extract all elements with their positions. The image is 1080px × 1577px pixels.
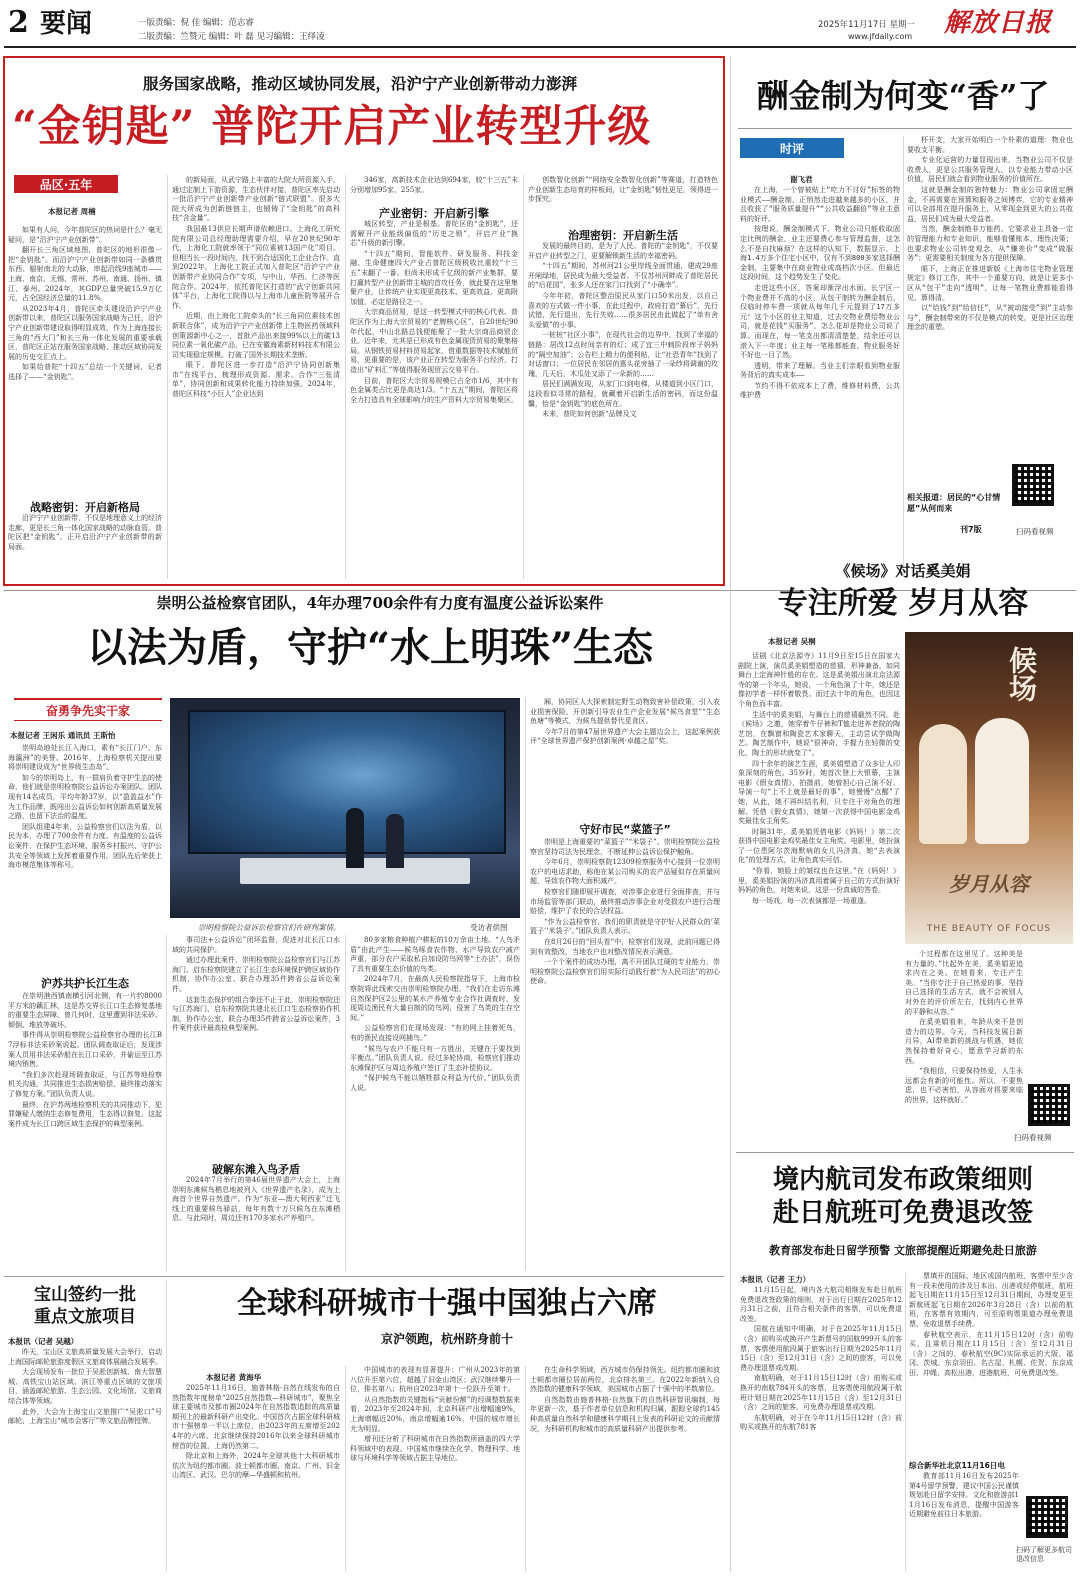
paragraph: 增刊还分析了科研城市在自然指数所涵盖的四大学科领域中的表现。中国城市继续在化学、物理科学、地球与环境科学等领域占据主导地位。 [350,1435,520,1463]
aviation-byline: 本报讯（记者 王力） [740,1275,811,1284]
paragraph: 走进这些小区，答案却渐浮出水面。长宁区一个物业费并不高的小区，从包干制转为酬金制后，仅临时停车费一项就从每年几千元提到了17万多元！这个小区的业主知道，过去交物业费给物业公司，就是花钱“买服务”，怎么花却是物业公司说了算。而现在，每一笔支出都清清楚楚，结余还可以滚入下一年度；业主每一笔账都能查，物业服务好不好也一目了然。 [740,283,900,360]
paragraph: 的新局面，从武宁路上丰富的大院大所资源入手，通过定制上下游资源，生态伙伴对接，普陀区率先启动一批沿沪宁产业创新带产业创新“链式联盟”。很多大院大所成为创新链链主，也锻铸了“金钥匙”的高科技“含金量”。 [172,176,340,223]
procuratorate-byline: 本报记者 王闲乐 通讯员 王斯怡 [10,731,116,740]
paragraph: “我相信，只要保持热爱，人生永远都会有新的可能性。所以，不要焦虑，也不必害怕，从容面对将要来临的世界，这样就好。” [905,1067,1023,1104]
page-header [0,0,1080,48]
paragraph: 2025年11月16日，施普林格·自然在线发布的自然指数年度榜单“2025自然指数—科研城市”，聚焦全球主要城市及都市圈2024年在自然指数追踪的高质量期刊上的最新科研产出变化。中国首次占据全球科研城市十强榜单一半以上席位，由2023年的五席增至2024年的六席。北京继续保持2016年以来全球科研城市榜首的位置，上海仍然第二。 [172,1384,340,1450]
paragraph: 中国城市的表现有显著提升：广州从2023年的第八位升至第六位，超越了旧金山湾区；武汉继续攀升一位，排名第八；杭州自2023年第十一位跃升至第十。 [350,1366,520,1394]
paragraph: 除北京和上海外，2024年全球其他十大科研城市依次为纽约都市圈、波士顿都市圈、南京、广州、旧金山湾区、武汉、巴尔的摩—华盛顿和杭州。 [172,1452,340,1480]
procuratorate-photo-credit: 受访者供图 [470,923,508,932]
lead-column-3b [350,220,518,580]
interview-photo [905,632,1073,944]
paragraph: 在崇明港西镇南横引河北侧，有一片约8000平方米的藕汇林，这是苏交界长江口生态修复基地的重要生态屏障。曾几何时，这里遭到非法采砂、倾倒、堆放等破坏。 [8,992,162,1029]
lead-column-3 [350,176,518,204]
paragraph: “你看，她脸上的皱纹也在这里。”在《妈妈！》里，奚美娟扮演的冯济真用着属于自己的方式扮演好妈妈的角色，对她来说，这是一份真诚的答卷。 [738,867,900,895]
paragraph: 我国最13供应长期声谱依赖进口。上海化工研究院有限公司总经理助理需要介绍，早在20世纪90年代，上海化工院就率领于“同位素被13国产化”项目。但相当长一段时间内，找不到合适国化工企业合作。直到2022年，上海化工院正式加入普陀区“沿沪宁产业创新带产业协同合作”专项，与中山、华西、仁济等医院合作。2024年，依托普陀区打造的“武宁创新共同体”平台，上海化工院得以与上海市儿童医院等展开合作。 [172,224,340,310]
editorial-column-1 [740,186,900,576]
paragraph: 在上海，一个曾被贴上“吃力不讨好”标签的物业模式——酬金制，正悄然走进越来越多的小区，并且收获了“服务质量提升”“公共收益翻倍”等业主意料的好评。 [740,186,900,223]
interview-photo-person-1 [919,724,967,844]
paragraph: 在生命科学领域，西方城市仍保持领先。纽约都市圈和波士顿都市圈位居前两位，北京排名第三。在2022年新纳入自然指数的健康科学领域，美国城市占据了十强中的半数席位。 [530,1366,720,1394]
ranking-column-3 [530,1366,720,1572]
ranking-column-2 [350,1366,520,1572]
baoshan-headline [8,1284,162,1328]
header-rule [4,46,1076,48]
paragraph: “作为公益检察官，我们的职责就是守护好人民群众的‘菜篮子’‘米袋子’。”团队负责人表示。 [530,917,720,936]
paragraph: 如果给普陀“十四五”总结一个关键词，记者选择了——“金钥匙”。 [8,363,162,381]
paragraph: 这就是酬金制的独特魅力：物业公司拿固定酬金，不再需要在预算和服务之间博弈，它的专业精神可以全部用在提升服务上，从零现金到更大的公共收益，居民们成为最大受益者。 [907,185,1073,223]
ranking-byline: 本报记者 黄海华 [206,1373,262,1382]
paragraph: 翻开长三角区域地图，普陀区的地形很像一把“金钥匙”。而沿沪宁产业创新带如同一条横贯东西、辐射南北的大动脉，串起沿线9座城市——上海、南京、无锡、常州、苏州、南通、扬州、镇江、泰州。2024年，其GDP总量突破15.9万亿元，占全国经济总量的11.8%。 [8,246,162,303]
paragraph: 今年7月的第47届世界遗产大会主题边会上，这起案例获评“全球世界遗产保护创新案例·卓越之星”奖。 [530,727,720,746]
ranking-column-1 [172,1384,340,1572]
procuratorate-photo-caption: 崇明检察院公益诉讼检察官们在研判案情。 [198,923,341,932]
paragraph: “十四五”期间，智能软件、研发服务、科技金融、生命健康四大产业占普陀区级税收比重较“十三五”末翻了一番。但尚未形成千亿级的新产业集群，要打赢转型产业创新带主城的首攻任务，就此要在这里集聚产业，让传统产业实现更高技术、更高效益、更高附加值，必定是路径之一。 [350,249,518,306]
interview-column-2 [905,950,1023,1150]
paragraph: 国航在通知中明确，对于在2025年11月15日（含）前购买或换开产生新票号的国航999开头的客票，客票使用航段属于旅客出行日期为2025年11月15日（含）至12月31日（含）之间的旅客，可以免费办理退票或改期。 [740,1325,902,1372]
paragraph: 最终，在沪苏两地检察机关的共同推动下，犯罪嫌疑人缴纳生态修复费用，生态得以修复。这起案件成为长江口跨区域生态保护的典型案例。 [8,1100,162,1128]
lead-column-4 [528,176,718,224]
lead-column-4b [528,242,718,580]
paragraph: 在8月26日的“回头看”中，检察官们发现，此前问题已得到有效整改，当地农户也对整改情况表示满意。 [530,937,720,956]
issue-date: 2025年11月17日 星期一 [818,20,915,30]
procuratorate-column-4b [530,838,720,1268]
interview-headline: 专注所爱 岁月从容 [777,586,1029,621]
editorial-rule [738,128,1072,129]
lead-byline: 本报记者 周楠 [48,207,96,216]
editorial-related-label[interactable]: 相关报道：居民的“心甘情愿”从何而来 [907,493,1001,513]
aviation-headline [736,1164,1070,1230]
procuratorate-subhead-yangtze: 沪苏共护长江生态 [41,977,129,990]
paragraph: 眼下，普陀区进一步打造“沿沪宁协同创新集市”在线平台，梳理形成资源、需求、合作“三张清单”，协同创新和成果转化能力持续加强。2024年，普陀区科技“小巨人”企业达到 [172,361,340,399]
procuratorate-badge [14,698,162,721]
paragraph: 2024年7月，在最高人民检察院指导下，上海市检察院将此线索交由崇明检察院办理。“我们在走访东滩自然保护区2公里的某水产养殖专业合作社调查时，发现周边渔民有大量自制的防鸟网，侵害了鸟类的生存空间。” [350,975,520,1022]
paragraph: 眼下，上海正在推进新版《上海市住宅物业管理规定》修订工作，其中一个重要方向，就是让更多小区从“包干”走向“透明”，让每一笔物业费都能看得见、算得清。 [907,264,1073,302]
editorial-qr-caption: 扫码看视频 [1016,527,1054,536]
paragraph: 如今的崇明岛上，有一群肩负着守护生态的使命，他们就是崇明检察院公益诉讼办案团队。团队现有14名成员，平均年龄37岁，以“盈盈益水”作为工作品牌，既闯出公益诉讼如何创新高质量发展之路，也留下法治的温度。 [8,773,162,821]
lead-column-badge: 品区·五年 [14,175,118,193]
paragraph: 一个个案件的成功办理，离不开团队过硬的专业能力，崇明检察院公益检察官们用实际行动践行着“为人民司法”的初心使命。 [530,958,720,986]
paragraph: “十四五”期间，苏州河21公里岸线全面贯通，建成29座开闸绿地，居民成为最大受益者。不仅苏州河畔成了普陀居民的“后花园”，张多人还在家门口找到了“小确幸”。 [528,262,718,290]
editorial-author: 谢飞君 [790,175,813,184]
paragraph: 事司法+公益诉讼”闭环监督，促进对北长江口水域的共同保护。 [172,936,340,954]
paragraph: 如果有人问，今年普陀区的热词是什么？毫无疑问，是“沿沪宁产业创新带”。 [8,226,162,244]
paragraph: “保护候鸟不能以牺牲群众利益为代价。”团队负责人说。 [350,1074,520,1092]
procuratorate-headline: 以法为盾，守护“水上明珠”生态 [86,624,653,671]
lead-subhead-strategy: 战略密钥：开启新格局 [30,501,140,514]
aviation-qr-caption: 扫码了解更多航司退改信息 [1016,1546,1072,1563]
paragraph: 以“给钱”到“给信任”，从“被动接受”到“主动参与”，酬金制带来的不仅是模式的转变，更是社区治理理念的重塑。 [907,304,1073,332]
procuratorate-subhead-birds: 破解东滩入鸟矛盾 [212,1163,300,1176]
lead-subhead-industry: 产业密钥：开启新引擎 [379,207,489,220]
editorial-column-2 [907,136,1073,456]
paragraph: 节约不得不依成本上了费，维修材料费，公共维护费 [740,381,900,400]
bottom-divider [4,1276,724,1277]
paragraph: 当然，酬金制绝非万能药。它要求业主具备一定的管理能力和专业知识，能够看懂账本、理性决策；也要求物业公司转变观念，从“赚差价”变成“做服务”；更需要相关制度为各方提供保障。 [907,225,1073,263]
paragraph: 崇明是上海重要的“菜篮子”“米袋子”。崇明检察院公益检察官坚持司法为民理念，不断延伸公益诉讼保护触角。 [530,838,720,856]
paragraph: 发展的最终目的，是为了人民。普陀的“金钥匙”，不仅要开启产业转型之门，更要解锁新生活的幸福密码。 [528,242,718,260]
paragraph: 城区转型，产业是根基。普陀区的“金钥匙”，还需解开产业能级偏低的“历史之锁”，开启产业“换芯”升级的新引擎。 [350,220,518,248]
interview-qr-code[interactable] [1028,1084,1070,1126]
paragraph: “我们多次赴现场调查取证，与江苏等地检察机关沟通，共同推进生态损害赔偿，最终推动落实了修复方案。”团队负责人说。 [8,1070,162,1098]
aviation-qr-code[interactable] [1026,1496,1068,1538]
photo-person-2 [386,814,404,868]
paragraph: 11月15日起，境内各大航司相继发布赴日航班免费退改签政策的细则，对于出行日期在2025年12月31日之前，且符合相关条件的客票，可以免费退改签。 [740,1286,902,1323]
editorial-headline: 酬金制为何变“香”了 [756,77,1050,115]
ranking-headline: 全球科研城市十强中国独占六席 [237,1286,657,1321]
interview-kicker: 《候场》对话奚美娟 [835,562,971,580]
procuratorate-column-1 [8,744,162,972]
page-number: 2 [8,5,29,40]
paragraph: 按理说，酬金制模式下，物业公司只能收取固定比例的酬金，业主还要费心参与管理监督，这怎么不是自找麻烦？在这样的认知下，数据显示，上海1.4万多个住宅小区中，仅有不到800多家选择酬金制，主要集中在商业物业或高档次小区。但最近这段时间，这个趋势发生了变化。 [740,225,900,282]
paragraph: 专业化运营的力量显现出来，当物业公司不仅是收费人，更是公共服务管理人，以专业能力带动小区价值，居民们就会看到物业服务的价值所在。 [907,156,1073,184]
baoshan-body [8,1348,162,1572]
paragraph: 目前，普陀区大宗贸易规模已占全市1/6，其中有色金属类占比更是高达1/3。“十五五”期间，普陀区将全力打造具有全球影响力的生产资料大宗贸易集聚区。 [350,376,518,404]
aviation-column-1 [740,1286,902,1574]
paragraph: 昨天，宝山区文旅高质量发展大会举行，启动上海国际邮轮旅游度假区文旅商体展融合发展季。 [8,1348,162,1366]
lead-headline: “金钥匙” 普陀开启产业转型升级 [12,102,652,152]
paragraph: 公益检察官们在现场发现：“有的网上挂着死鸟，有的渔民直接设网捕鸟。” [350,1024,520,1042]
paragraph: 生活中的奚美娟，与舞台上的慈禧截然不同。赴《候场》之邀，她穿着牛仔裤和T恤走进养老院的陶艺馆，在飘窗和陶瓷艺术家聊天，主动尝试学做陶艺。陶艺制作中，她说“很神奇，手握力在轻微的变化，陶土的形状就变了”。 [738,710,900,757]
paragraph: 近期，由上海化工院牵头的“长三角同位素技术创新联合体”，成为沿沪宁产业创新带上生物医药领域科创策源新中心之一，首批产品出来接99%以上的碳13同位素一氧化碳产品，已在安徽海素新材料技术有限公司实现稳定规模。打破了国外长期技术垄断。 [172,312,340,359]
aviation-xinhua-label: 综合新华社北京11月16日电 [909,1461,1005,1470]
procuratorate-column-2b [172,1176,340,1268]
paragraph: 未来，普陀如何创新“品牌及文 [542,410,637,419]
paragraph: 教育部11月16日发布2025年第4号留学预警，建议中国公民谨慎规划赴日留学安排。文化和旅游部11月16日发布消息，提醒中国游客近期避免前往日本旅游。 [909,1472,1019,1519]
lead-subhead-governance: 治理密钥：开启新生活 [568,229,678,242]
procuratorate-subhead-market: 守好市民“菜篮子” [579,823,671,836]
aviation-xinhua [909,1472,1019,1572]
editors-line-2: 二版责编：竺赞元 编辑：叶 磊 见习编辑：王绎凌 [138,32,325,42]
paragraph: 此外，大会为上海宝山文旅推广“吴淞口”号邮轮、上海宝山“城市会客厅”等文旅品牌授牌。 [8,1407,162,1426]
paragraph: 时隔31年，奚美娟凭借电影《妈妈！》第二次获得中国电影金鸡奖最佳女主角奖。电影里，她扮演了一位患阿尔茨海默病的女儿冯济真，她“去表演化”的处理方式，让角色真实可信。 [738,827,900,865]
paragraph: 2024年7月举行的第46届世界遗产大会上，上海崇明东滩候鸟栖息地被列入《世界遗产名录》，成为上海首个世界自然遗产。作为“东亚—澳大利西亚”迁飞线上的重要候鸟驿站，每年有数十万只候鸟在东滩栖息。与此同时，周边还有170多家水产养殖户。 [172,1176,340,1223]
paragraph: 在奚美娟看来，年龄从来不是创造力的边界。今天，当科技发展日新月异，AI带来新的挑战与机遇，她依然保持着好奇心，愿意学习新的东西。 [905,1018,1023,1065]
interview-photo-tagline: 岁月从容 [949,872,1029,896]
aviation-column-2 [909,1272,1073,1458]
paragraph: 从2023年4月，普陀区牵头建设沿沪宁产业创新带以来，普陀区以服务国家战略为己任，沿沪宁产业创新带建设取得明显成效，作为上海连接长三角的“西大门”和长三角一体化发展的重要承载区，普陀区正站在服务国家战略、推动区域协同发展的历史交汇点上。 [8,304,162,361]
paragraph: 检察官们随即展开调查，对涉事企业进行全面排查，并与市场监管等部门联动，最终推动涉事企业对受损农户进行合理赔偿，维护了农民的合法权益。 [530,887,720,916]
editors-line-1: 一版责编：倪 佳 编辑：范志睿 [138,18,254,28]
lead-column-1 [8,226,162,506]
photo-person-1 [346,808,364,868]
paragraph: 东航明确，对于在今年11月15日12时（含）前购买或换开的东航781客 [740,1413,902,1432]
paragraph: 每一场戏，每一次表演都是一场重逢。 [752,896,871,905]
paragraph: 80多家粮食种植户耕耘的10万余亩土地。“人鸟矛盾”由此产生——候鸟啄食农作物、水产导致农户减产声重，部分农户采取私自加设防鸟网等“土办法”，误伤了具有重要生态价值的鸟类。 [350,936,520,973]
paragraph: 创数智化创新”“网络安全数智化创新”等赛道，打造特色产业创新生态培育的样板间，让“金钥匙”韧性更足，领得进一步探究。 [528,176,718,204]
section-title: 要闻 [40,9,93,39]
paragraph: 346家，高新技术企业达到694家，较“十三五”末分别增加95家、255家。 [350,176,518,194]
paragraph: 自然指数由施普林格·自然旗下的自然科研智讯编制，每年更新一次，基于作者单位信息和机构归属，跟踪全球约145种高质量自然科学和健康科学期刊上发表的科研论文的贡献情况，为科研机构和城市的高质量科研产出提供参考。 [530,1395,720,1433]
paragraph: 崇明岛地处长江入海口，素有“长江门户、东海瀛洲”的美誉。2016年，上海检察机关提出要将崇明建设成为“世界级生态岛”。 [8,744,162,772]
paragraph: 厢，协同区人大探索制定野生动物致害补偿政策，引入农业损害保险，开创新引导农业生产企业发展“候鸟食堂”“生态鱼塘”等模式，为候鸟提供替代觅食区。 [530,698,720,726]
paragraph: 票填开的国际、地区或国内航班，客票中至少含有一段未使用的涉及日本出、出港或经停航班，航班起飞日期在11月15日至12月31日期间，办理变更至新航班起飞日期在2026年3月28日（含）以前的航班，在客票有效期内，可至原购票渠道办理免费退票、免收退票手续费。 [909,1272,1073,1328]
editorial-qr-code[interactable] [1012,464,1054,506]
interview-photo-title: 候场 [1005,646,1038,702]
aviation-subtitle: 教育部发布赴日留学预警 文旅部提醒近期避免赴日旅游 [769,1244,1037,1257]
interview-byline: 本报记者 吴桐 [768,637,816,646]
procuratorate-photo [170,698,520,918]
paragraph: 事件得从崇明检察院公益检察官办理的长江B7浮标非法采砂案说起。团队调查取证后，发现涉案人员用非法采砂船在长江口采砂，并偷运至江苏境内销售。 [8,1031,162,1069]
paragraph: 透明，带来了理解。当业主们亲眼看到物业服务背后的真实成本—— [740,361,900,380]
editorial-banner: 时评 [740,138,844,158]
paragraph: 从自然指数的关键指标“贡献份额”的经调整数据来看，2023年至2024年间，北京科研产出增幅逾9%，上海增幅近20%，南京增幅逾16%，中国的城市增长尤为明显。 [350,1395,520,1433]
procuratorate-column-3 [350,936,520,1268]
paragraph: 今年6月，崇明检察院12309检察服务中心接到一位崇明农户的电话求助，称他在某公司购买的农产品疑似存在质量问题，导致农作物大面积减产。 [530,858,720,886]
procuratorate-badge-label: 奋勇争先实干家 [45,703,130,718]
interview-column-1 [738,652,900,1152]
paragraph: “候鸟与农户不能只有一方胜出，关键在于要找到平衡点。”团队负责人说。经过多轮协商，检察官们推动东滩保护区与周边养殖户签订了生态补偿协议。 [350,1044,520,1072]
paragraph: 春秋航空表示，在11月15日12时（含）前购买，且乘机日期在11月15日（含）至12月31日（含）之间的，春秋航空(9C)实际承运的大阪、福冈、茨城、东京羽田、名古屋、札幌、佐贺、东京成田、冲绳、高松出港，进港航班，可免费退改签。 [909,1330,1073,1377]
baoshan-byline: 本报讯（记者 吴越） [8,1337,79,1346]
paragraph: 杯开支，大家开始明白一个朴素的道理：物业也要收支平衡。 [907,136,1073,154]
procuratorate-kicker: 崇明公益检察官团队，4年办理700余件有力度有温度公益诉讼案件 [156,594,604,612]
paragraph: 今年年初，普陀区整治原民从家门口50米出发，以自己喜欢的方式做一件小事，在此过程中，政府打造“幕后”，先行试错，先行退出，先行失败……很多居民由此做起了“单有舍头爱做”的小事。 [528,291,718,329]
lead-column-1b [8,514,162,580]
interview-photo-caption: THE BEAUTY OF FOCUS [926,924,1052,934]
paragraph: 四十余年的演艺生涯，奚美娟塑造了众多让人印象深刻的角色。35岁时，她首次登上大银幕，主演电影《假女真情》，拍摄前，她曾担心自己演不好。导演一句“上不上就是最好的事”，她慢慢“点醒”了她，从此，她不再纠结名利，只专注于对角色的理解。凭借《假女真情》，她第一次获得中国电影金鸡奖最佳女主角奖。 [738,759,900,826]
paragraph: 个过程都在这里见了。这种美是有力量的。”比起外在美，奚美娟更追求内在之美。在她看来，专注产生美。“当你专注于自己热爱的事，坚持自己选择的生活方式，就不会被别人对外在的评价所左右，找到内心世界的平静和从容。” [905,950,1023,1016]
paragraph: 沿沪宁产业创新带，不仅是地理意义上的经济走廊，更是长三角一体化国家战略的动脉血管。普陀区把“金钥匙”，正开启沿沪宁产业创新带的新局面。 [8,514,162,551]
interview-qr-caption: 扫码看视频 [1014,1133,1052,1142]
paragraph: 一桩桩“社区小事”，在现代社会的边界中，找到了幸福的链路：居改12点时间亲有的灯；成了宜三中刺阶段库子妈妈的“隔空加油”；公告栏上精力的便利贴，让“社恐青年”找到了对话窗口；一位居民在邻居的惠头花旁插了一朵纱将调谢的玫瑰，几天后，木瓜处又添了一朵新的…… [528,331,718,378]
lead-column-2 [172,176,340,580]
procuratorate-column-1b [8,992,162,1268]
paragraph: 大宗商品贸易，是这一转型模式中的核心代表。普陀区作为上海大宗贸易的“老牌核心区”，自20世纪90年代起，中山北路总钱便能聚了一批大宗商品商贸企业。近年来，尤其是已形成有色金属现货贸易的聚集格局。从钢铁贸易材料贸易起家，借重数据等技术赋能贸易，更重要的是，该产业正在转型为服务平台经济，打造出“矿料汇”等值得服务现贸云交易平台。 [350,308,518,374]
newspaper-logo: 解放日报 [944,8,1053,38]
right-divider-2 [736,1152,1074,1153]
procuratorate-column-4 [530,698,720,816]
paragraph: 通过办理此案件，崇明检察院公益检察官们与江苏海门、启东检察院建立了长江生态环境保护跨区域协作机制，协作办公室、联合办理35件跨省公益诉讼案件。 [172,956,340,993]
ranking-subtitle: 京沪领跑，杭州跻身前十 [380,1332,513,1346]
paragraph: 居民们满满发现，从家门口到电梯，从楼道到小区门口，这段看似寻常的路程，就藏着开启新生活的密码，而这份温馨，恰是“金钥匙”的底色所在。 [528,380,718,408]
paragraph: 团队组建4年来，公益检察官们以法为盾，以民为本，办理了700余件有力度、有温度的公益诉讼案件，在保护生态环境、服务乡村振兴、守护公共安全等领域上发挥着重要作用。团队先后荣获上海市模范集体等称号。 [8,822,162,870]
lead-kicker: 服务国家战略，推动区域协同发展，沿沪宁产业创新带动力澎湃 [142,74,577,93]
aviation-headline-text: 境内航司发布政策细则 赴日航班可免费退改签 [772,1165,1033,1228]
editorial-related-page: 刊7版 [960,525,982,534]
paragraph: 南航明确，对于11月15日12时（含）前购买或换开的南航784开头的客票，且客票使用航段属于航班计划日期在2025年11月15日（含）至12月31日（含）之间的旅客，可免费办理退票或改期。 [740,1374,902,1412]
procuratorate-column-2 [172,936,340,1156]
paragraph: 大会现场发布一批位于吴淞创新城、南大智慧城、高铁宝山站区域、滨江等重点区域的文旅项目，涵盖邮轮旅游、生态公园、文化场馆、文旅商综合体等领域。 [8,1368,162,1405]
site-url[interactable]: www.jfdaily.com [848,32,913,41]
baoshan-headline-text: 宝山签约一批 重点文旅项目 [34,1285,136,1327]
paragraph: 话剧《北京法源寺》11月9日至15日在国家大剧院上演，演员奚美娟塑造的慈禧，形神兼备，如同舞台上定海神针般的存在。这是奚美娟出演北京法源寺的第一个年头，她说，一个角色演了十年，她还是像初学者一样怀着敬畏。而过去十年的角色，也因这个角色而丰富。 [738,652,900,708]
paragraph: 这套生态保护的组合拳还不止于此，崇明检察院还与江苏海门、启东检察院共建北长江口生态检察协作机制，协作办公室，联合办理35件跨省公益诉讼案件，3件案件获评最高检典型案例。 [172,995,340,1033]
interview-photo-person-2 [975,718,1029,844]
